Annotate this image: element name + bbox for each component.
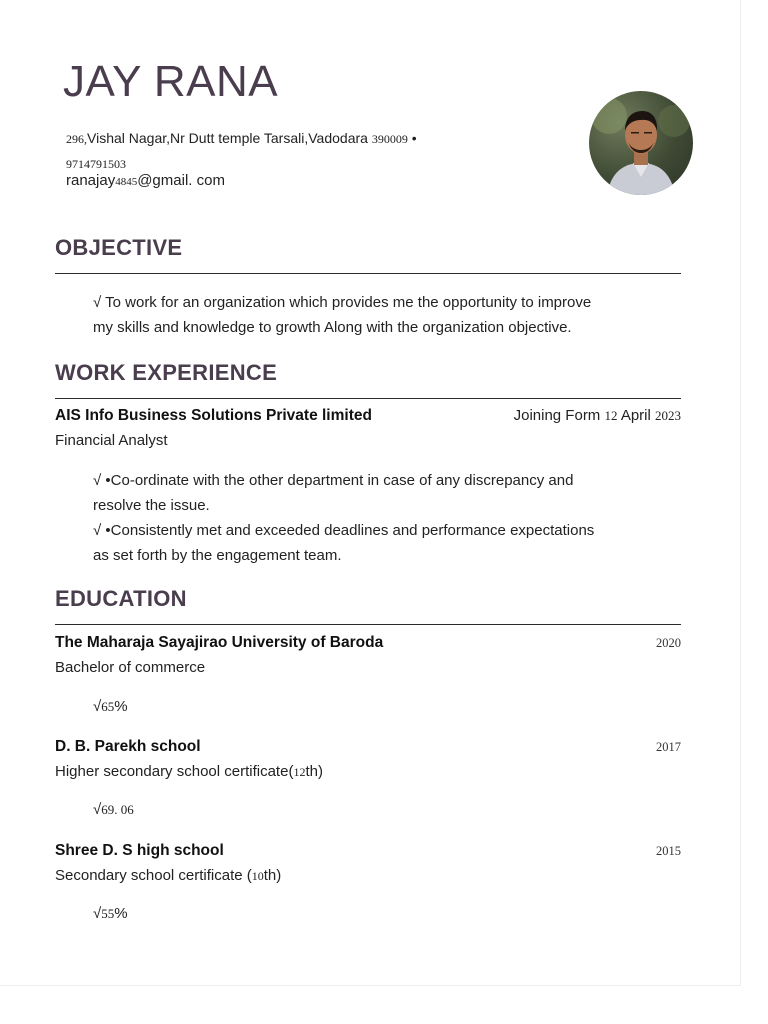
contact-email bbox=[66, 172, 225, 189]
education-score-unit: % bbox=[114, 698, 128, 715]
education-degree bbox=[55, 763, 323, 780]
check-mark-icon: √ bbox=[93, 698, 102, 715]
objective-divider bbox=[55, 273, 681, 274]
education-degree bbox=[55, 659, 205, 676]
work-organization: AIS Info Business Solutions Private limited bbox=[55, 407, 372, 424]
education-year: 2020 bbox=[656, 636, 681, 650]
education-year: 2015 bbox=[656, 844, 681, 858]
email-number: 4845 bbox=[115, 176, 138, 188]
education-degree-text: Secondary school certificate ( bbox=[55, 867, 252, 884]
education-score bbox=[93, 698, 128, 715]
work-responsibilities bbox=[93, 468, 683, 568]
work-role: Financial Analyst bbox=[55, 432, 168, 449]
education-school: Shree D. S high school bbox=[55, 842, 224, 859]
work-bullet-1-line-1: √ •Co-ordinate with the other department in case of any discrepancy and bbox=[93, 472, 574, 489]
check-mark-icon: √ bbox=[93, 801, 102, 818]
address-text: Vishal Nagar,Nr Dutt temple Tarsali,Vadodara bbox=[87, 130, 372, 146]
resume-name: JAY RANA bbox=[63, 57, 279, 106]
work-bullet-2-line-2: as set forth by the engagement team. bbox=[93, 547, 342, 564]
education-score bbox=[93, 905, 128, 922]
work-bullet-1-line-2: resolve the issue. bbox=[93, 497, 210, 514]
education-school: The Maharaja Sayajirao University of Baroda bbox=[55, 634, 384, 651]
education-degree-number: 10 bbox=[251, 869, 264, 883]
email-domain: @gmail. com bbox=[137, 172, 225, 189]
education-score-value: 69. 06 bbox=[101, 802, 134, 817]
work-experience-heading: WORK EXPERIENCE bbox=[55, 360, 278, 385]
address-pin: 390009 bbox=[371, 132, 408, 146]
education-school: D. B. Parekh school bbox=[55, 738, 201, 755]
education-entry-header bbox=[55, 842, 681, 860]
education-entry-header bbox=[55, 634, 681, 652]
work-experience-divider bbox=[55, 398, 681, 399]
check-mark-icon: √ bbox=[93, 905, 102, 922]
education-score-value: 65 bbox=[101, 699, 115, 714]
phone-number: 9714791503 bbox=[66, 157, 126, 171]
work-date-month: April bbox=[617, 407, 655, 424]
address-bullet: • bbox=[407, 130, 417, 146]
objective-line-1: √ To work for an organization which provides me the opportunity to improve bbox=[93, 294, 592, 311]
address-number: 296, bbox=[66, 132, 87, 146]
profile-photo bbox=[589, 91, 693, 195]
work-entry-header bbox=[55, 407, 681, 425]
education-entry-header bbox=[55, 738, 681, 756]
education-degree bbox=[55, 867, 281, 884]
profile-photo-image bbox=[589, 91, 693, 195]
education-degree-text: Bachelor of commerce bbox=[55, 659, 206, 676]
education-degree-suffix: th) bbox=[305, 763, 323, 780]
work-date-prefix: Joining Form bbox=[513, 407, 605, 424]
objective-heading: OBJECTIVE bbox=[55, 235, 183, 260]
contact-address bbox=[66, 126, 546, 176]
education-heading: EDUCATION bbox=[55, 586, 187, 611]
education-year: 2017 bbox=[656, 740, 681, 754]
education-score bbox=[93, 801, 134, 818]
education-degree-suffix: th) bbox=[263, 867, 282, 884]
education-degree-text: Higher secondary school certificate( bbox=[55, 763, 294, 780]
work-date-day: 12 bbox=[604, 408, 618, 423]
education-score-value: 55 bbox=[101, 906, 115, 921]
email-prefix: ranajay bbox=[66, 172, 116, 189]
education-score-unit: % bbox=[114, 905, 128, 922]
education-divider bbox=[55, 624, 681, 625]
work-bullet-2-line-1: √ •Consistently met and exceeded deadlines and performance expectations bbox=[93, 522, 595, 539]
work-joining-date bbox=[514, 407, 681, 424]
work-date-year: 2023 bbox=[655, 408, 681, 423]
objective-line-2: my skills and knowledge to growth Along with the organization objective. bbox=[93, 319, 572, 336]
education-degree-number: 12 bbox=[293, 765, 306, 779]
objective-text bbox=[93, 290, 683, 340]
